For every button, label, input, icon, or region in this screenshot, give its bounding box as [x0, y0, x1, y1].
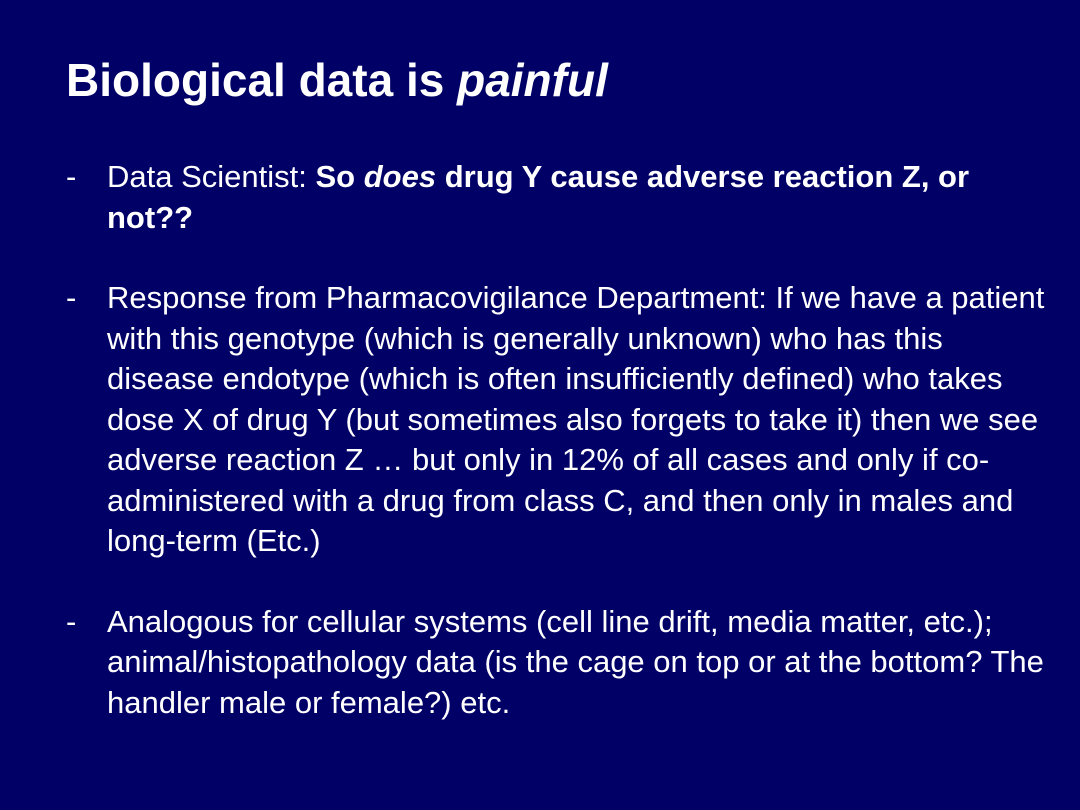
- bullet-speaker-label: Data Scientist:: [107, 159, 316, 194]
- slide-title-emphasis: painful: [457, 54, 608, 106]
- bullet-analogous-systems: [66, 602, 1046, 724]
- bullet-marker: -: [66, 159, 77, 194]
- bullet-data-scientist: [66, 157, 1046, 238]
- bullet-text: Analogous for cellular systems (cell line drift, media matter, etc.); animal/histopathology data (is the cage on top or at the bottom? The handler male or female?) etc.: [107, 603, 1044, 720]
- slide-title-main: Biological data is: [66, 54, 458, 106]
- bullet-pharmacovigilance-response: [66, 278, 1046, 562]
- bullet-question-part2: drug Y cause adverse reaction Z, or not??: [107, 159, 970, 235]
- bullet-text: Response from Pharmacovigilance Department: If we have a patient with this genotype (which is generally unknown) who has this disease endotype (which is often insufficiently defined) who takes dose X of drug Y (but sometimes also forgets to take it) then we see adverse reaction Z … but only in 12% of all cases and only if co-administered with a drug from class C, and then only in males and long-term (Etc.): [107, 280, 1045, 558]
- bullet-list: [66, 157, 1046, 723]
- slide-title: [66, 52, 608, 108]
- bullet-question-part1: So: [315, 159, 364, 194]
- bullet-marker: -: [66, 603, 77, 639]
- bullet-question-emphasis: does: [363, 159, 437, 194]
- bullet-marker: -: [66, 280, 77, 315]
